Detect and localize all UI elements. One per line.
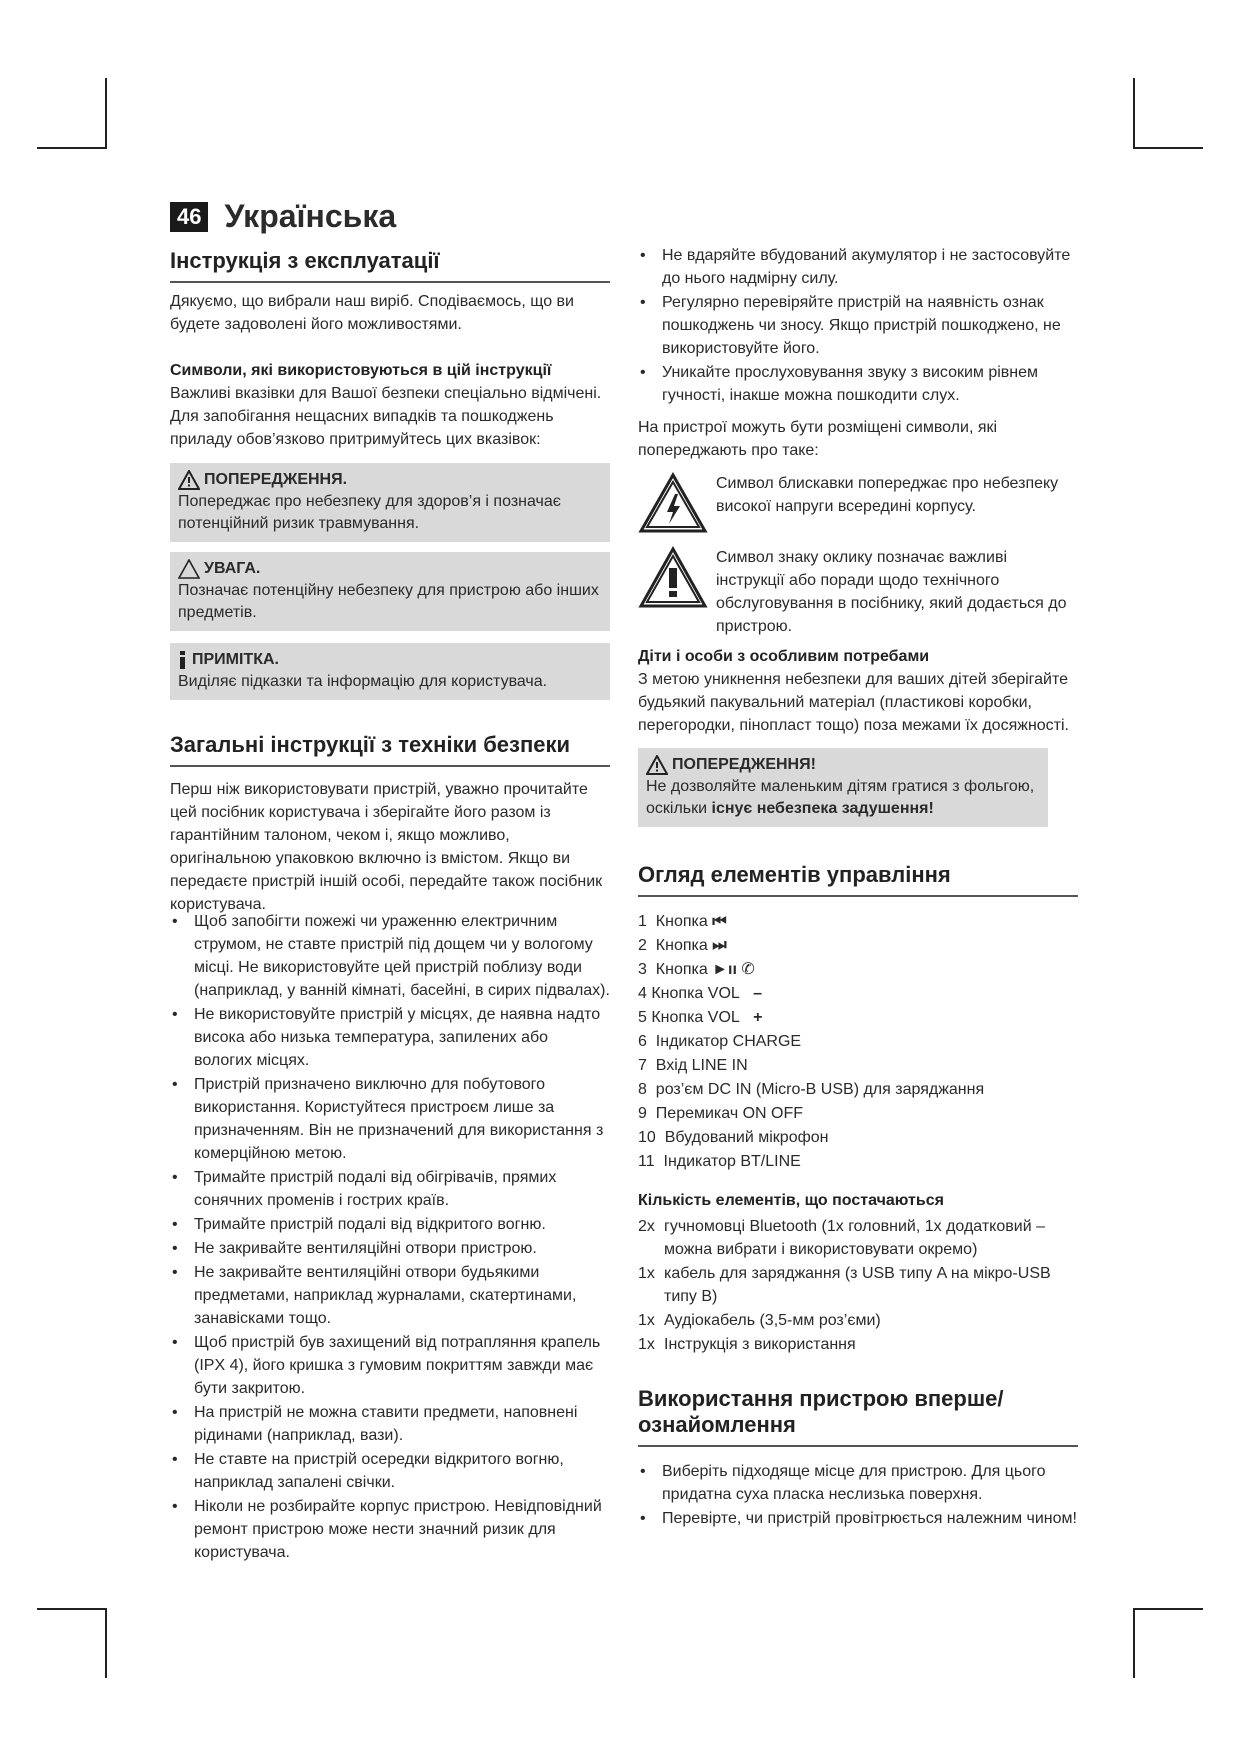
exclamation-warning-icon bbox=[638, 546, 708, 610]
exclamation-symbol-row bbox=[638, 546, 1078, 638]
intro-text: Дякуємо, що вибрали наш виріб. Сподіваємось, що ви будете задоволені його можливостями. bbox=[170, 293, 574, 333]
list-item: 1x кабель для заряджання (з USB типу A на мікро-USB типу B) bbox=[638, 1265, 1051, 1305]
crop-mark bbox=[105, 78, 107, 148]
child-warning-box bbox=[638, 748, 1048, 827]
page-number: 46 bbox=[170, 202, 208, 232]
caution-text: Позначає потенційну небезпеку для пристрою або інших предметів. bbox=[178, 582, 599, 621]
list-item: • Тримайте пристрій подалі від відкритого вогню. bbox=[170, 1213, 610, 1236]
list-item: 1x Аудіокабель (3,5-мм роз’єми) bbox=[638, 1312, 881, 1329]
crop-mark bbox=[1133, 1608, 1203, 1610]
list-item: • Не закривайте вентиляційні отвори пристрою. bbox=[170, 1237, 610, 1260]
play-pause-phone-icon: ►ıı ✆ bbox=[712, 961, 755, 978]
list-item: • Ніколи не розбирайте корпус пристрою. Невідповідний ремонт пристрою може нести значний ризик для користувача. bbox=[170, 1495, 610, 1564]
safety-title: Загальні інструкції з техніки безпеки bbox=[170, 732, 610, 767]
list-item: 1 Кнопка ⏮ bbox=[638, 913, 727, 930]
child-warning-bold: існує небезпека задушення! bbox=[711, 800, 934, 817]
list-item: • Тримайте пристрій подалі від обігрівачів, прямих сонячних променів і гострих країв. bbox=[170, 1166, 610, 1212]
list-item: • Уникайте прослуховування звуку з високим рівнем гучності, інакше можна пошкодити слух. bbox=[638, 361, 1078, 407]
list-item: 9 Перемикач ON OFF bbox=[638, 1105, 804, 1122]
list-item: • Не використовуйте пристрій у місцях, де наявна надто висока або низька температура, запилених або вологих місцях. bbox=[170, 1003, 610, 1072]
list-item: 2x гучномовці Bluetooth (1x головний, 1x додатковий – можна вибрати і використовувати окремо) bbox=[638, 1218, 1045, 1258]
list-item: • Не закривайте вентиляційні отвори будьякими предметами, наприклад журналами, скатертинами, занавісками тощо. bbox=[170, 1261, 610, 1330]
list-item: • Пристрій призначено виключно для побутового використання. Користуйтеся пристроєм лише за призначенням. Він не призначений для використання з комерційною метою. bbox=[170, 1073, 610, 1165]
warning-triangle-icon bbox=[178, 470, 200, 490]
language-title: Українська bbox=[224, 198, 397, 234]
warning-triangle-icon bbox=[646, 755, 668, 775]
safety-intro: Перш ніж використовувати пристрій, уважно прочитайте цей посібник користувача і зберігайте його разом із гарантійним талоном, чеком і, якщо можливо, оригінальною упаковкою включно із вмістом. Якщо ви передаєте пристрій іншій особі, передайте також посібник користувача. bbox=[170, 781, 603, 913]
lightning-warning-icon bbox=[638, 472, 708, 534]
list-item: • Виберіть підходяще місце для пристрою. Для цього придатна суха пласка неслизька поверхня. bbox=[638, 1460, 1078, 1506]
warning-text: Попереджає про небезпеку для здоров’я і позначає потенційний ризик травмування. bbox=[178, 493, 561, 532]
safety-list-continued bbox=[638, 244, 1078, 407]
child-warning-title: ПОПЕРЕДЖЕННЯ! bbox=[672, 756, 816, 773]
supply-heading: Кількість елементів, що постачаються bbox=[638, 1192, 944, 1209]
caution-box bbox=[170, 552, 610, 631]
children-heading: Діти і особи з особливим потребами bbox=[638, 648, 930, 665]
list-item: 1x Інструкція з використання bbox=[638, 1336, 856, 1353]
list-item: 6 Індикатор CHARGE bbox=[638, 1033, 802, 1050]
lightning-symbol-row bbox=[638, 472, 1078, 534]
list-item: 7 Вхід LINE IN bbox=[638, 1057, 748, 1074]
list-item: • Щоб запобігти пожежі чи ураженню електричним струмом, не ставте пристрій під дощем чи у вологому місці. Не використовуйте цей пристрій поблизу води (наприклад, у ванній кімнаті, басейні, в сирих підвалах). bbox=[170, 910, 610, 1002]
warning-box bbox=[170, 463, 610, 542]
plus-icon: + bbox=[753, 1009, 763, 1026]
lightning-text: Символ блискавки попереджає про небезпеку високої напруги всередині корпусу. bbox=[716, 475, 1059, 515]
children-text: З метою уникнення небезпеки для ваших дітей зберігайте будьякий пакувальний матеріал (пластикові коробки, перегородки, пінопласт тощо) поза межами їх досяжності. bbox=[638, 671, 1069, 734]
crop-mark bbox=[1133, 147, 1203, 149]
caution-triangle-icon bbox=[178, 559, 200, 579]
info-icon bbox=[178, 650, 188, 670]
symbols-heading: Символи, які використовуються в цій інструкції bbox=[170, 362, 552, 379]
list-item: 8 роз’єм DC IN (Micro-B USB) для заряджання bbox=[638, 1081, 985, 1098]
controls-list bbox=[638, 910, 1078, 1173]
note-box bbox=[170, 643, 610, 700]
list-item: • Не вдаряйте вбудований акумулятор і не застосовуйте до нього надмірну силу. bbox=[638, 244, 1078, 290]
list-item: 3 Кнопка ►ıı ✆ bbox=[638, 961, 755, 978]
next-icon: ⏭ bbox=[712, 937, 727, 954]
list-item: 2 Кнопка ⏭ bbox=[638, 937, 727, 954]
list-item: • Не ставте на пристрій осередки відкритого вогню, наприклад запалені свічки. bbox=[170, 1448, 610, 1494]
crop-mark bbox=[105, 1608, 107, 1678]
exclamation-text: Символ знаку оклику позначає важливі інструкції або поради щодо технічного обслуговування в посібнику, який додається до пристрою. bbox=[716, 549, 1067, 635]
list-item: 5 Кнопка VOL + bbox=[638, 1009, 763, 1026]
safety-list bbox=[170, 910, 610, 1564]
list-item: 11 Індикатор BT/LINE bbox=[638, 1153, 801, 1170]
first-use-list bbox=[638, 1460, 1078, 1530]
note-text: Виділяє підказки та інформацію для користувача. bbox=[178, 673, 548, 690]
list-item: • На пристрій не можна ставити предмети, наповнені рідинами (наприклад, вази). bbox=[170, 1401, 610, 1447]
symbols-text: Важливі вказівки для Вашої безпеки спеціально відмічені. Для запобігання нещасних випадків та пошкоджень приладу обов’язково притримуйтесь цих вказівок: bbox=[170, 385, 602, 448]
device-symbols-intro: На пристрої можуть бути розміщені символи, які попереджають про таке: bbox=[638, 419, 998, 459]
list-item: • Перевірте, чи пристрій провітрюється належним чином! bbox=[638, 1507, 1078, 1530]
first-use-title: Використання пристрою вперше/ ознайомлення bbox=[638, 1386, 1078, 1447]
list-item: • Щоб пристрій був захищений від потрапляння крапель (IPX 4), його кришка з гумовим покриттям завжди має бути закритою. bbox=[170, 1331, 610, 1400]
crop-mark bbox=[1133, 78, 1135, 148]
child-warning-text: Не дозволяйте маленьким дітям гратися з фольгою, оскільки bbox=[646, 778, 1035, 817]
prev-icon: ⏮ bbox=[712, 913, 727, 930]
page-header bbox=[170, 198, 396, 235]
minus-icon: – bbox=[753, 985, 763, 1002]
list-item: 4 Кнопка VOL – bbox=[638, 985, 763, 1002]
list-item: • Регулярно перевіряйте пристрій на наявність ознак пошкоджень чи зносу. Якщо пристрій пошкоджено, не використовуйте його. bbox=[638, 291, 1078, 360]
list-item: 10 Вбудований мікрофон bbox=[638, 1129, 829, 1146]
instructions-title: Інструкція з експлуатації bbox=[170, 248, 610, 283]
note-title: ПРИМІТКА. bbox=[192, 651, 279, 668]
warning-title: ПОПЕРЕДЖЕННЯ. bbox=[204, 471, 348, 488]
controls-title: Огляд елементів управління bbox=[638, 862, 1078, 897]
crop-mark bbox=[37, 1608, 107, 1610]
crop-mark bbox=[37, 147, 107, 149]
crop-mark bbox=[1133, 1608, 1135, 1678]
supply-list bbox=[638, 1215, 1078, 1356]
caution-title: УВАГА. bbox=[204, 560, 261, 577]
